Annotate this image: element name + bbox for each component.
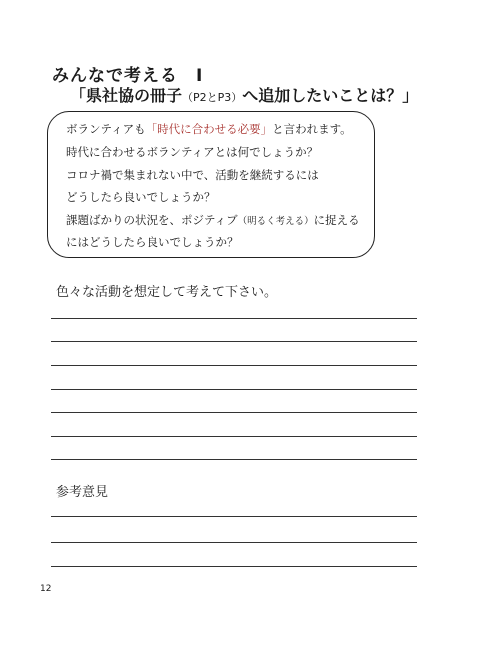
answer-line [51,516,417,517]
answer-line [51,318,417,319]
subtitle-before: 「県社協の冊子 [70,86,183,105]
line1-highlight: 「時代に合わせる必要」 [145,122,273,136]
line5-after: に捉える [313,213,360,227]
answer-line [51,566,417,567]
answer-line [51,341,417,342]
line1-before: ボランティアも [66,122,146,136]
page-title: みんなで考える Ⅰ [52,66,204,86]
page-subtitle [70,83,418,106]
line5-small: （明るく考える） [237,216,314,227]
page-number: 12 [40,584,52,594]
question-line-3: コロナ禍で集まれない中で、活動を継続するには [66,168,319,182]
question-line-5 [66,212,360,228]
section-label-reference: 参考意見 [56,485,109,500]
answer-line [51,389,417,390]
section-label-activities: 色々な活動を想定して考えて下さい。 [56,285,278,300]
answer-line [51,459,417,460]
question-line-2: 時代に合わせるボランティアとは何でしょうか？ [66,145,319,159]
line1-after: と言われます。 [272,122,352,136]
question-line-6: にはどうしたら良いでしょうか？ [66,235,239,249]
subtitle-after: へ追加したいことは？」 [242,86,419,105]
answer-line [51,542,417,543]
subtitle-small: （P2とP3） [182,91,243,104]
line5-before: 課題ばかりの状況を、ポジティブ [66,213,238,227]
answer-line [51,436,417,437]
question-line-1 [66,121,352,137]
question-line-4: どうしたら良いでしょうか？ [66,190,216,204]
answer-line [51,412,417,413]
answer-line [51,365,417,366]
